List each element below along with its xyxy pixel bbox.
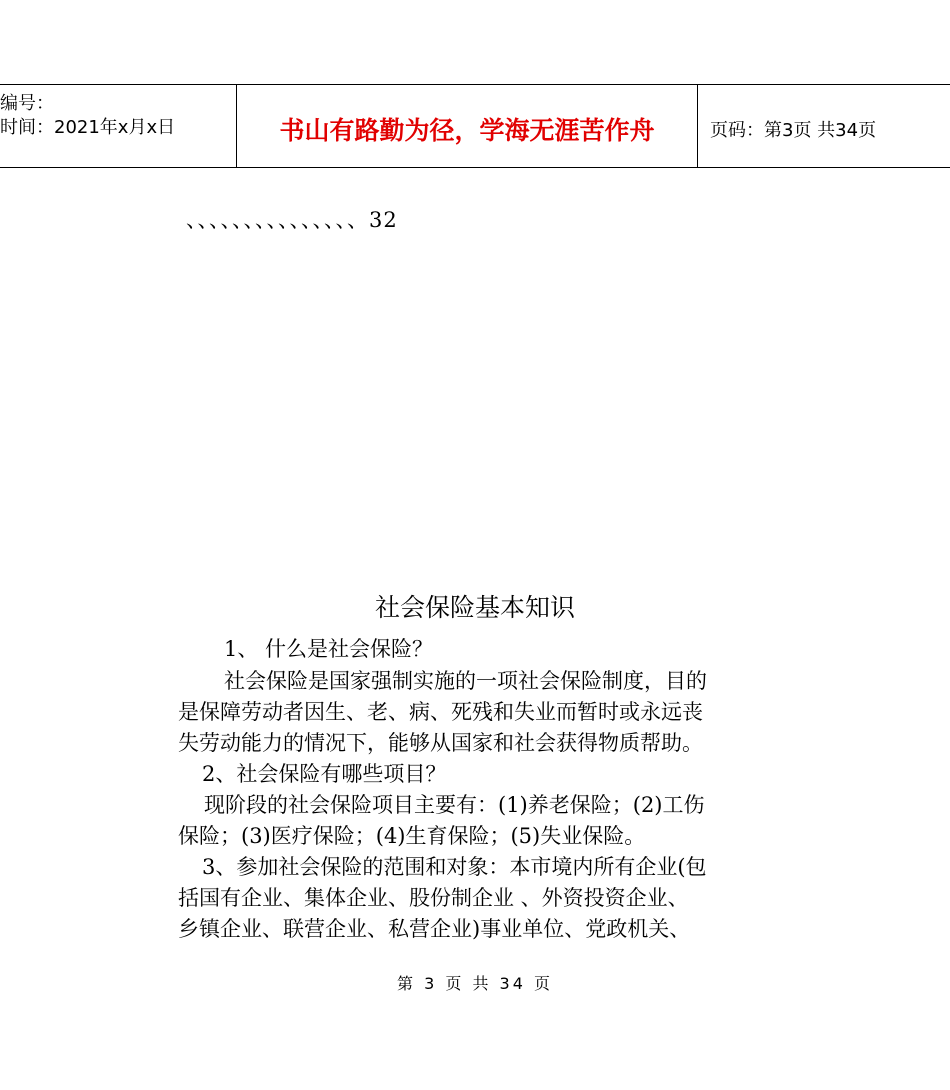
- body-line: 社会保险是国家强制实施的一项社会保险制度，目的: [224, 669, 707, 693]
- body-line: 保险；(3)医疗保险；(4)生育保险；(5)失业保险。: [178, 824, 646, 848]
- page-footer: 第 3 页 共 34 页: [397, 974, 553, 993]
- body-line: 1、 什么是社会保险？: [224, 637, 434, 661]
- body-line: 乡镇企业、联营企业、私营企业)事业单位、党政机关、: [178, 917, 691, 941]
- body-line: 现阶段的社会保险项目主要有：(1)养老保险；(2)工伤: [204, 793, 705, 817]
- document-title: 社会保险基本知识: [374, 593, 575, 622]
- header-motto: 书山有路勤为径，学海无涯苦作舟: [279, 116, 655, 145]
- body-line: 失劳动能力的情况下，能够从国家和社会获得物质帮助。: [178, 731, 703, 755]
- body-line: 是保障劳动者因生、老、病、死残和失业而暂时或永远丧: [178, 700, 703, 724]
- header-cell-motto: [237, 85, 698, 167]
- header-cell-info: [0, 85, 237, 167]
- body-line: 括国有企业、集体企业、股份制企业 、外资投资企业、: [178, 886, 689, 910]
- header-time-label: 时间：2021年x月x日: [0, 117, 176, 138]
- body-line: 3、参加社会保险的范围和对象：本市境内所有企业(包: [202, 855, 707, 879]
- header-table: [0, 84, 950, 168]
- header-page-info: 页码：第3页 共34页: [710, 120, 877, 141]
- document-body: [178, 634, 778, 954]
- body-line: 2、社会保险有哪些项目？: [202, 762, 447, 786]
- header-code-label: 编号：: [0, 93, 54, 114]
- toc-leader-line: 、、、、、、、、、、、、、、、32: [186, 208, 398, 232]
- header-cell-page: [698, 85, 950, 167]
